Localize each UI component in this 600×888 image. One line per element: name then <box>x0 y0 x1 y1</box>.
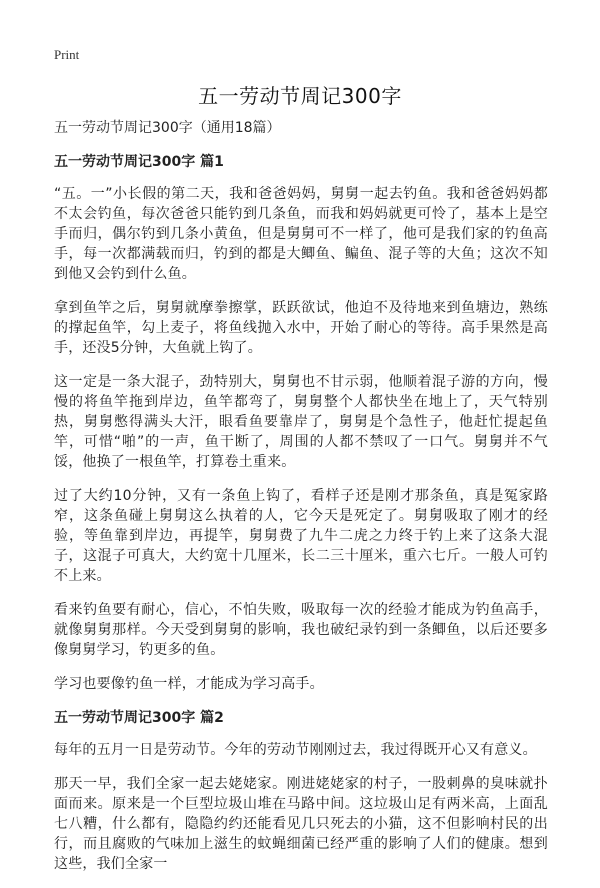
paragraph: 学习也要像钓鱼一样，才能成为学习高手。 <box>54 676 324 692</box>
document-body <box>54 118 548 888</box>
paragraph: 每年的五月一日是劳动节。今年的劳动节刚刚过去，我过得既开心又有意义。 <box>54 742 537 758</box>
section-2 <box>54 708 548 874</box>
section-1 <box>54 152 548 694</box>
paragraph: 看来钓鱼要有耐心，信心，不怕失败，吸取每一次的经验才能成为钓鱼高手，就像舅舅那样。今天受到舅舅的影响，我也破纪录钓到一条鲫鱼，以后还要多像舅舅学习，钓更多的鱼。 <box>54 602 548 658</box>
paragraph: 那天一早，我们全家一起去姥姥家。刚进姥姥家的村子，一股刺鼻的臭味就扑面而来。原来是一个巨型垃圾山堆在马路中间。这垃圾山足有两米高，上面乱七八糟，什么都有，隐隐约约还能看见几只死去的小猫，这不但影响村民的出行，而且腐败的气味加上滋生的蚊蝇细菌已经严重的影响了人们的健康。想到这些，我们全家一 <box>54 776 548 872</box>
paragraph: 这一定是一条大混子，劲特别大，舅舅也不甘示弱，他顺着混子游的方向，慢慢的将鱼竿拖到岸边，鱼竿都弯了，舅舅整个人都快坐在地上了，天气特别热，舅舅憋得满头大汗，眼看鱼要靠岸了，舅舅是个急性子，他赶忙提起鱼竿，可惜“啪”的一声，鱼干断了，周围的人都不禁叹了一口气。舅舅并不气馁，他换了一根鱼竿，打算卷土重来。 <box>54 374 548 470</box>
page-title: 五一劳动节周记300字 <box>198 84 402 108</box>
section-heading: 五一劳动节周记300字 篇2 <box>54 710 224 726</box>
section-heading: 五一劳动节周记300字 篇1 <box>54 154 224 170</box>
paragraph: 拿到鱼竿之后，舅舅就摩拳擦掌，跃跃欲试，他迫不及待地来到鱼塘边，熟练的撑起鱼竿，勾上麦子，将鱼线抛入水中，开始了耐心的等待。高手果然是高手，还没5分钟，大鱼就上钩了。 <box>54 300 548 356</box>
paragraph: 过了大约10分钟，又有一条鱼上钩了，看样子还是刚才那条鱼，真是冤家路窄，这条鱼碰上舅舅这么执着的人，它今天是死定了。舅舅吸取了刚才的经验，等鱼靠到岸边，再提竿，舅舅费了九牛二虎之力终于钓上来了这条大混子，这混子可真大，大约宽十几厘米，长二三十厘米，重六七斤。一般人可钓不上来。 <box>54 488 548 584</box>
print-link[interactable]: Print <box>54 47 80 62</box>
document-subtitle: 五一劳动节周记300字（通用18篇） <box>54 120 281 136</box>
paragraph: “五。一”小长假的第二天，我和爸爸妈妈，舅舅一起去钓鱼。我和爸爸妈妈都不太会钓鱼，每次爸爸只能钓到几条鱼，而我和妈妈就更可怜了，基本上是空手而归，偶尔钓到几条小黄鱼，但是舅舅可不一样了，他可是我们家的钓鱼高手，每一次都满载而归，钓到的都是大鲫鱼、鳊鱼、混子等的大鱼；这次不知到他又会钓到什么鱼。 <box>54 186 548 282</box>
